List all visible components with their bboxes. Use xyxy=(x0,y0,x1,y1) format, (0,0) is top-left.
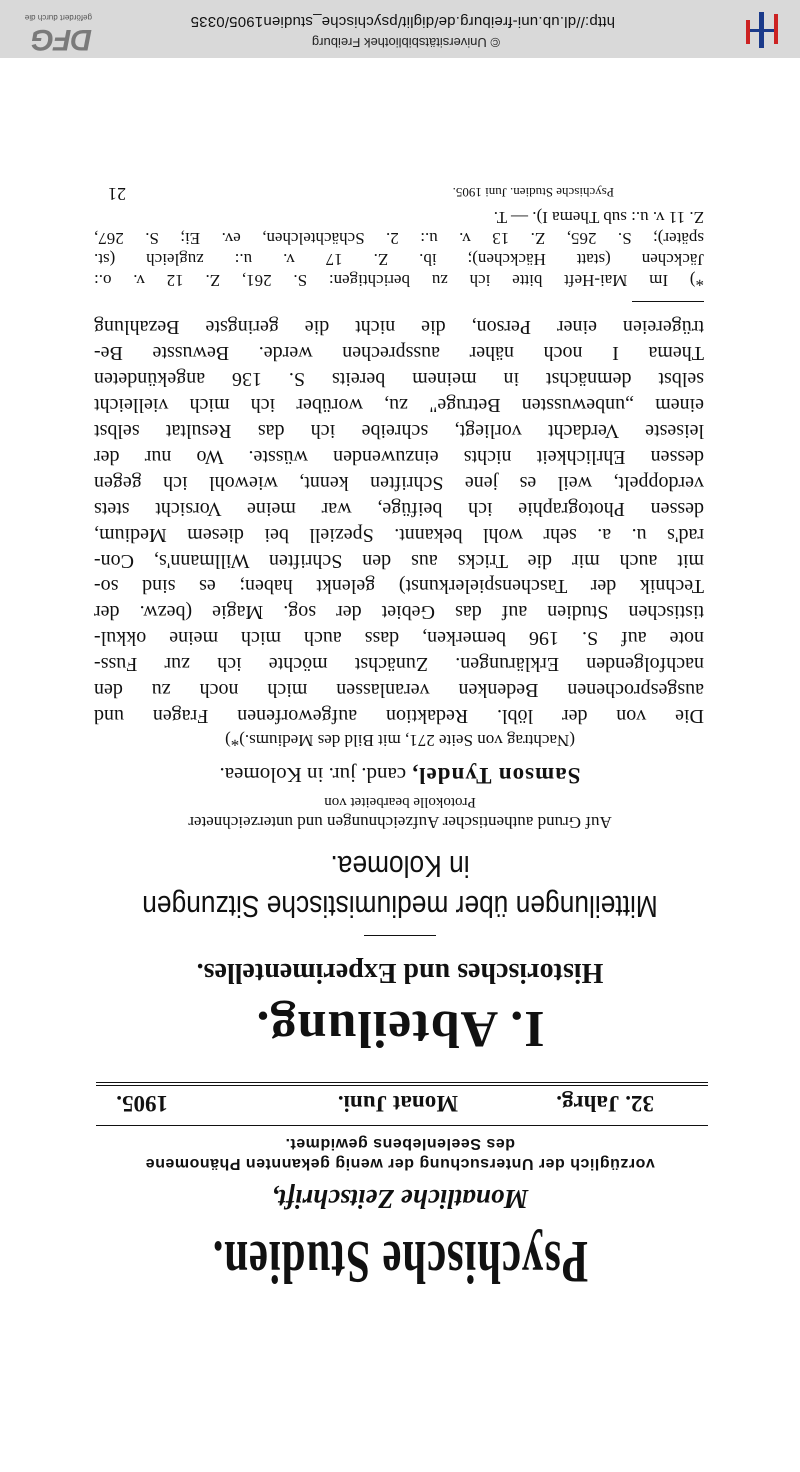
journal-title: Psychische Studien. xyxy=(211,1229,589,1295)
journal-dedication-line-2: des Seelenlebens gewidmet. xyxy=(285,1135,515,1152)
body-line: Die von der löbl. Redaktion aufgeworfenen Fragen und xyxy=(94,705,704,727)
article-note: (Nachtrag von Seite 271, mit Bild des Mediums.)*) xyxy=(225,731,575,750)
body-line: verdoppelt, weil es jene Schriften kennt, wiewohl ich gegen xyxy=(94,471,704,494)
author-affiliation: cand. jur. in Kolomea. xyxy=(219,763,407,787)
article-basis-line-2: Protokolle bearbeitet von xyxy=(324,794,476,810)
footnote xyxy=(94,207,704,291)
author-name: Samson Tyndel, xyxy=(411,763,581,788)
page-url-link[interactable]: http://dl.ub.uni-freiburg.de/diglit/psychische_studien1905/0335 xyxy=(190,13,615,30)
body-line: selbst demnächst in meinem bereits S. 136 angekündeten xyxy=(94,368,704,391)
volume-label: 32. Jahrg. xyxy=(556,1091,654,1116)
section-heading: I. Abteilung. xyxy=(255,1000,545,1057)
year-label: 1905. xyxy=(116,1091,168,1116)
month-label: Monat Juni. xyxy=(337,1091,458,1116)
body-line: dessen Ehrlichkeit nichts einzuwenden wüsste. Wo nur der xyxy=(94,445,704,468)
body-line: Thema I noch näher aussprechen werde. Bewusste Be- xyxy=(94,342,704,365)
journal-subtitle: Monatliche Zeitschrift, xyxy=(271,1184,529,1214)
body-line: rad's u. a. sehr wohl bekannt. Speziell bei diesem Medium, xyxy=(94,523,704,546)
library-logo-icon xyxy=(738,8,784,52)
dfg-sub-label: gefördert durch die xyxy=(24,13,92,22)
article-basis-line-1: Auf Grund authentischer Aufzeichnungen und unterzeichneter xyxy=(188,813,612,832)
body-line: trügereien einer Person, die nicht die geringste Bezahlung xyxy=(94,316,704,339)
body-line: tistischen Studien auf das Gebiet der sog. Magie (bezw. der xyxy=(94,601,704,624)
masthead-rule-bottom xyxy=(96,1085,708,1086)
journal-dedication-line-1: vorzüglich der Untersuchung der wenig gekannten Phänomene xyxy=(145,1155,655,1172)
body-line: note auf S. 196 bemerken, dass auch mich meine okkul- xyxy=(94,627,704,650)
section-divider xyxy=(364,935,436,936)
body-line: leiseste Verdacht vorliegt, schreibe ich das Resultat selbst xyxy=(94,420,704,443)
body-line: mit auch mir die Tricks aus den Schriften Willmann's, Con- xyxy=(94,549,704,572)
masthead-rule-top xyxy=(96,1125,708,1126)
article-body xyxy=(94,314,704,729)
footnote-line: *) Im Mai-Heft bitte ich zu berichtigen: S. 261, Z. 12 v. o.: xyxy=(94,271,704,290)
page-number: 21 xyxy=(108,184,126,204)
footnote-line: später); S. 265, Z. 13 v. u.: 2. Schächtelchen, ev. Ei; S. 267, xyxy=(94,229,704,248)
footnote-rule xyxy=(632,301,704,302)
dfg-logo: DFG xyxy=(31,23,92,56)
body-line: ausgesprochenen Bedenken veranlassen mich noch zu den xyxy=(94,679,704,702)
body-line: nachfolgenden Erklärungen. Zunächst möchte ich zur Fuss- xyxy=(94,653,704,676)
repository-banner xyxy=(0,0,800,58)
running-title: Psychische Studien. Juni 1905. xyxy=(452,185,614,200)
footnote-line: Jäckchen (statt Häckchen); ib. Z. 17 v. u.: zugleich (st. xyxy=(94,250,704,269)
copyright-notice: © Universitätsbibliothek Freiburg xyxy=(311,35,500,50)
section-subheading: Historisches und Experimentelles. xyxy=(196,957,604,988)
body-line: einem „unbewussten Betruge" zu, worüber ich mich vielleicht xyxy=(94,394,704,417)
footnote-line: Z. 11 v. u.: sub Thema I). — T. xyxy=(493,208,704,227)
article-title-line-1: Mitteilungen über mediumistische Sitzungen xyxy=(142,889,658,924)
article-title-line-2: in Kolomea. xyxy=(330,849,470,884)
body-line: Technik der Taschenspielerkunst) gelenkt haben; es sind so- xyxy=(94,575,704,598)
body-line: dessen Photographie ich beifüge, war meine Vorsicht stets xyxy=(94,497,704,520)
article-author xyxy=(0,762,800,788)
masthead-rule-bottom-thin xyxy=(96,1082,708,1083)
